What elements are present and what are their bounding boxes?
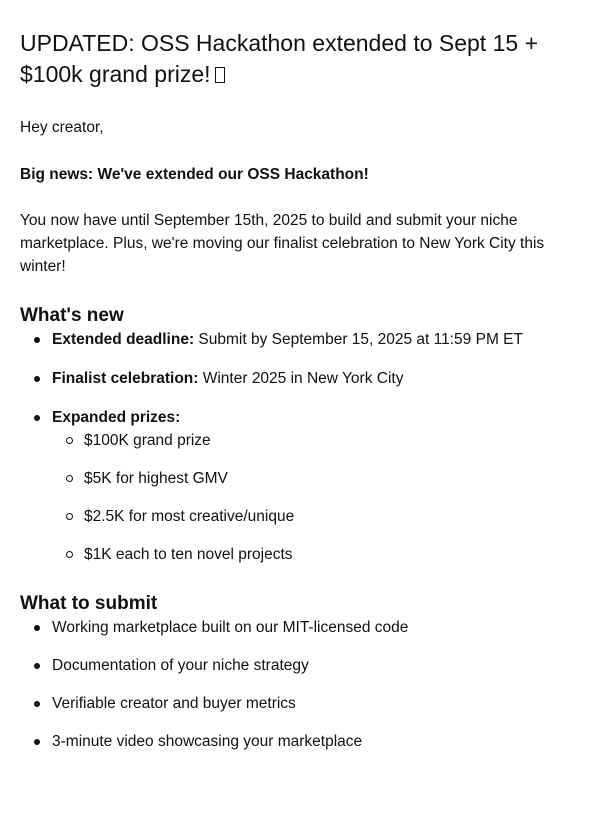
greeting: Hey creator, bbox=[20, 119, 104, 136]
email-subject bbox=[20, 28, 580, 90]
what-to-submit-heading: What to submit bbox=[20, 593, 158, 614]
submit-item: Verifiable creator and buyer metrics bbox=[20, 692, 580, 715]
prize-item: $5K for highest GMV bbox=[52, 467, 580, 490]
list-item-text: Submit by September 15, 2025 at 11:59 PM ET bbox=[194, 331, 523, 348]
prize-item: $100K grand prize bbox=[52, 429, 580, 452]
list-item-text: Winter 2025 in New York City bbox=[198, 370, 404, 387]
prize-item: $1K each to ten novel projects bbox=[52, 543, 580, 566]
list-item-label: Expanded prizes: bbox=[52, 409, 181, 426]
email-subject-text: UPDATED: OSS Hackathon extended to Sept 15 + $100k grand prize! bbox=[20, 30, 538, 87]
list-item-finalist-celebration bbox=[20, 367, 580, 390]
whats-new-list bbox=[20, 328, 580, 566]
email-body bbox=[0, 28, 600, 753]
list-item-label: Extended deadline: bbox=[52, 331, 195, 348]
big-news-headline: Big news: We've extended our OSS Hackathon! bbox=[20, 166, 369, 183]
list-item-expanded-prizes bbox=[20, 406, 580, 566]
prize-item: $2.5K for most creative/unique bbox=[52, 505, 580, 528]
intro-paragraph: You now have until September 15th, 2025 to build and submit your niche marketplace. Plus, we're moving our finalist celebration to New York City this winter! bbox=[20, 212, 545, 275]
submit-item: Documentation of your niche strategy bbox=[20, 654, 580, 677]
emoji-placeholder-icon bbox=[215, 67, 225, 83]
list-item-extended-deadline bbox=[20, 328, 580, 351]
what-to-submit-list bbox=[20, 616, 580, 753]
submit-item: 3-minute video showcasing your marketplace bbox=[20, 730, 580, 753]
submit-item: Working marketplace built on our MIT-licensed code bbox=[20, 616, 580, 639]
prizes-list bbox=[52, 429, 580, 566]
whats-new-heading: What's new bbox=[20, 305, 124, 326]
list-item-label: Finalist celebration: bbox=[52, 370, 199, 387]
